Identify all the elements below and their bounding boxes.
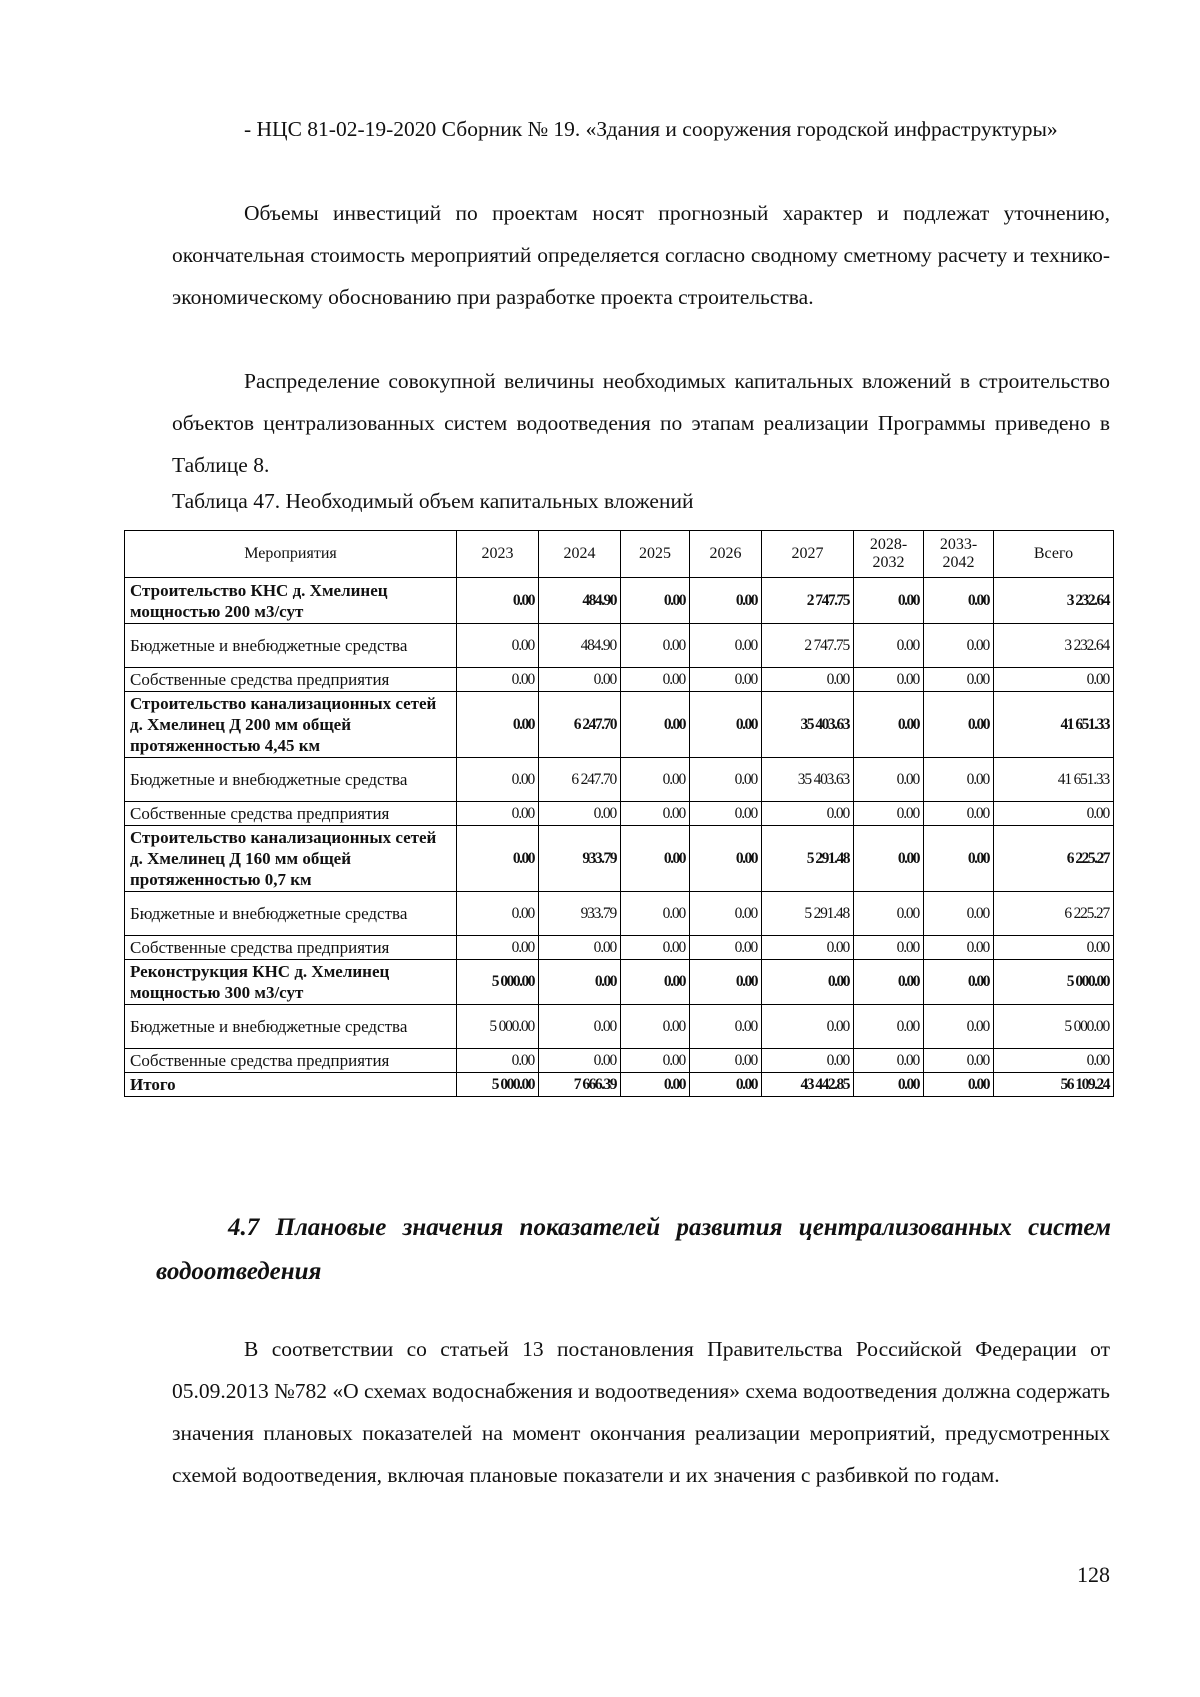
value-cell: 6 247.70 [539, 758, 621, 802]
value-cell: 0.00 [924, 758, 994, 802]
table-row [125, 668, 1114, 692]
value-cell: 5 000.00 [457, 1005, 539, 1049]
value-cell: 35 403.63 [762, 692, 854, 758]
value-cell: 0.00 [762, 668, 854, 692]
value-cell: 0.00 [621, 668, 690, 692]
value-cell: 0.00 [457, 892, 539, 936]
investment-paragraph: Объемы инвестиций по проектам носят прогнозный характер и подлежат уточнению, окончательная стоимость мероприятий определяется согласно сводному сметному расчету и технико-экономическому обоснованию при разработке проекта строительства. [172, 201, 1110, 309]
row-label-cell: Реконструкция КНС д. Хмелинец мощностью 300 м3/сут [125, 960, 457, 1005]
value-cell: 5 000.00 [994, 960, 1114, 1005]
value-cell: 0.00 [762, 1005, 854, 1049]
table-row [125, 892, 1114, 936]
table-row [125, 826, 1114, 892]
header-cell: 2033-2042 [924, 531, 994, 578]
value-cell: 0.00 [924, 892, 994, 936]
value-cell: 484.90 [539, 578, 621, 624]
value-cell: 0.00 [621, 892, 690, 936]
row-label-cell: Строительство канализационных сетей д. Хмелинец Д 160 мм общей протяженностью 0,7 км [125, 826, 457, 892]
value-cell: 0.00 [457, 936, 539, 960]
table-body [125, 578, 1114, 1097]
value-cell: 484.90 [539, 624, 621, 668]
value-cell: 0.00 [690, 1049, 762, 1073]
value-cell: 0.00 [924, 668, 994, 692]
header-cell: 2026 [690, 531, 762, 578]
value-cell: 0.00 [621, 578, 690, 624]
value-cell: 0.00 [690, 668, 762, 692]
value-cell: 0.00 [690, 892, 762, 936]
value-cell: 0.00 [854, 578, 924, 624]
value-cell: 0.00 [762, 1049, 854, 1073]
value-cell: 0.00 [924, 802, 994, 826]
value-cell: 0.00 [924, 826, 994, 892]
value-cell: 5 000.00 [457, 960, 539, 1005]
value-cell: 0.00 [457, 692, 539, 758]
row-label-cell: Строительство КНС д. Хмелинец мощностью 200 м3/сут [125, 578, 457, 624]
value-cell: 0.00 [854, 960, 924, 1005]
row-label-cell: Строительство канализационных сетей д. Хмелинец Д 200 мм общей протяженностью 4,45 км [125, 692, 457, 758]
value-cell: 0.00 [854, 1073, 924, 1097]
value-cell: 0.00 [690, 826, 762, 892]
value-cell: 0.00 [621, 624, 690, 668]
value-cell: 0.00 [924, 692, 994, 758]
value-cell: 0.00 [690, 802, 762, 826]
value-cell: 0.00 [924, 1073, 994, 1097]
value-cell: 0.00 [621, 802, 690, 826]
row-label-cell: Бюджетные и внебюджетные средства [125, 624, 457, 668]
value-cell: 0.00 [457, 668, 539, 692]
table-row [125, 578, 1114, 624]
header-cell: 2025 [621, 531, 690, 578]
value-cell: 0.00 [690, 960, 762, 1005]
value-cell: 0.00 [924, 578, 994, 624]
row-label-cell: Собственные средства предприятия [125, 668, 457, 692]
table-row [125, 624, 1114, 668]
value-cell: 0.00 [457, 624, 539, 668]
row-label-cell: Собственные средства предприятия [125, 1049, 457, 1073]
value-cell: 0.00 [621, 1049, 690, 1073]
value-cell: 933.79 [539, 826, 621, 892]
value-cell: 0.00 [690, 578, 762, 624]
section-heading: 4.7 Плановые значения показателей развития централизованных систем водоотведения [156, 1214, 1111, 1285]
value-cell: 0.00 [621, 758, 690, 802]
bullet-paragraph: - НЦС 81-02-19-2020 Сборник № 19. «Здания и сооружения городской инфраструктуры» [244, 117, 1058, 141]
value-cell: 0.00 [924, 1049, 994, 1073]
distribution-paragraph: Распределение совокупной величины необходимых капитальных вложений в строительство объектов централизованных систем водоотведения по этапам реализации Программы приведено в Таблице 8. [172, 369, 1110, 477]
value-cell: 0.00 [690, 936, 762, 960]
value-cell: 6 225.27 [994, 826, 1114, 892]
value-cell: 0.00 [457, 826, 539, 892]
table-caption: Таблица 47. Необходимый объем капитальных вложений [172, 489, 694, 513]
value-cell: 0.00 [690, 758, 762, 802]
value-cell: 933.79 [539, 892, 621, 936]
table-row [125, 1049, 1114, 1073]
row-label-cell: Собственные средства предприятия [125, 802, 457, 826]
value-cell: 0.00 [762, 960, 854, 1005]
header-cell: 2028-2032 [854, 531, 924, 578]
value-cell: 0.00 [539, 936, 621, 960]
value-cell: 0.00 [854, 624, 924, 668]
value-cell: 2 747.75 [762, 578, 854, 624]
value-cell: 0.00 [621, 960, 690, 1005]
table-header-row [125, 531, 1114, 578]
value-cell: 0.00 [690, 1073, 762, 1097]
capital-investment-table [124, 530, 1114, 1097]
table-row [125, 960, 1114, 1005]
value-cell: 0.00 [854, 1005, 924, 1049]
row-label-cell: Бюджетные и внебюджетные средства [125, 1005, 457, 1049]
value-cell: 5 291.48 [762, 892, 854, 936]
value-cell: 0.00 [854, 758, 924, 802]
value-cell: 3 232.64 [994, 624, 1114, 668]
value-cell: 0.00 [854, 826, 924, 892]
value-cell: 43 442.85 [762, 1073, 854, 1097]
value-cell: 0.00 [924, 624, 994, 668]
value-cell: 0.00 [854, 1049, 924, 1073]
value-cell: 0.00 [457, 802, 539, 826]
row-label-cell: Бюджетные и внебюджетные средства [125, 892, 457, 936]
value-cell: 0.00 [994, 1049, 1114, 1073]
value-cell: 0.00 [457, 1049, 539, 1073]
value-cell: 0.00 [621, 936, 690, 960]
header-cell: Всего [994, 531, 1114, 578]
table-row [125, 936, 1114, 960]
value-cell: 0.00 [762, 802, 854, 826]
row-label-cell: Итого [125, 1073, 457, 1097]
header-cell: 2027 [762, 531, 854, 578]
value-cell: 0.00 [690, 624, 762, 668]
value-cell: 0.00 [762, 936, 854, 960]
value-cell: 0.00 [621, 1005, 690, 1049]
row-label-cell: Собственные средства предприятия [125, 936, 457, 960]
value-cell: 41 651.33 [994, 758, 1114, 802]
value-cell: 0.00 [621, 826, 690, 892]
value-cell: 0.00 [690, 692, 762, 758]
page-number: 128 [1077, 1562, 1110, 1587]
value-cell: 3 232.64 [994, 578, 1114, 624]
value-cell: 35 403.63 [762, 758, 854, 802]
value-cell: 0.00 [457, 578, 539, 624]
value-cell: 56 109.24 [994, 1073, 1114, 1097]
value-cell: 5 291.48 [762, 826, 854, 892]
value-cell: 2 747.75 [762, 624, 854, 668]
value-cell: 0.00 [539, 802, 621, 826]
value-cell: 0.00 [621, 1073, 690, 1097]
value-cell: 6 247.70 [539, 692, 621, 758]
value-cell: 0.00 [854, 692, 924, 758]
value-cell: 0.00 [539, 1005, 621, 1049]
value-cell: 0.00 [994, 936, 1114, 960]
table-row [125, 758, 1114, 802]
table-row [125, 802, 1114, 826]
value-cell: 0.00 [854, 892, 924, 936]
value-cell: 0.00 [854, 936, 924, 960]
value-cell: 0.00 [690, 1005, 762, 1049]
value-cell: 6 225.27 [994, 892, 1114, 936]
value-cell: 0.00 [539, 1049, 621, 1073]
value-cell: 41 651.33 [994, 692, 1114, 758]
row-label-cell: Бюджетные и внебюджетные средства [125, 758, 457, 802]
value-cell: 5 000.00 [457, 1073, 539, 1097]
value-cell: 0.00 [994, 802, 1114, 826]
header-cell: 2024 [539, 531, 621, 578]
value-cell: 0.00 [854, 668, 924, 692]
value-cell: 7 666.39 [539, 1073, 621, 1097]
value-cell: 0.00 [994, 668, 1114, 692]
value-cell: 0.00 [924, 960, 994, 1005]
table-row [125, 692, 1114, 758]
header-cell: 2023 [457, 531, 539, 578]
value-cell: 0.00 [539, 960, 621, 1005]
value-cell: 0.00 [621, 692, 690, 758]
value-cell: 5 000.00 [994, 1005, 1114, 1049]
value-cell: 0.00 [924, 1005, 994, 1049]
value-cell: 0.00 [924, 936, 994, 960]
section-paragraph: В соответствии со статьей 13 постановления Правительства Российской Федерации от 05.09.2013 №782 «О схемах водоснабжения и водоотведения» схема водоотведения должна содержать значения плановых показателей на момент окончания реализации мероприятий, предусмотренных схемой водоотведения, включая плановые показатели и их значения с разбивкой по годам. [172, 1337, 1110, 1487]
value-cell: 0.00 [457, 758, 539, 802]
value-cell: 0.00 [854, 802, 924, 826]
table-row [125, 1005, 1114, 1049]
table-row [125, 1073, 1114, 1097]
header-cell: Мероприятия [125, 531, 457, 578]
value-cell: 0.00 [539, 668, 621, 692]
